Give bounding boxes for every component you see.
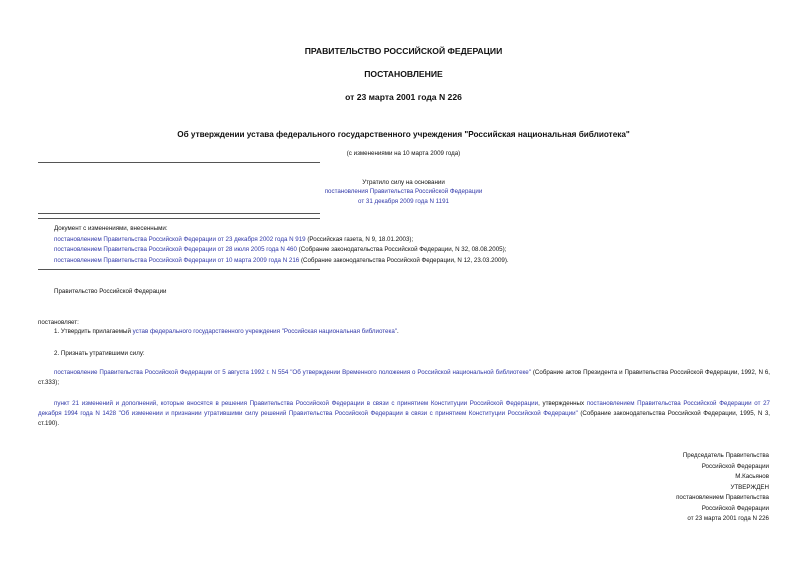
document-type-heading: ПОСТАНОВЛЕНИЕ [364,69,443,79]
repealed-paragraph-2-source: (Собрание законодательства Российской Федерации, 1995, N 3, ст.190). [38,410,770,427]
signature-line: М.Касьянов [735,473,769,480]
amendment-link[interactable]: постановлением Правительства Российской Федерации от 10 марта 2009 года N 216 [54,257,300,264]
amendment-item [54,245,506,255]
item-1-suffix: . [396,328,399,335]
repealed-paragraph-1-source: (Собрание актов Президента и Правительства Российской Федерации, 1992, N 6, ст.333); [38,369,770,386]
item-2: 2. Признать утратившими силу: [54,350,145,357]
amendment-source: (Российская газета, N 9, 18.01.2003); [305,236,414,243]
revision-note: (с изменениями на 10 марта 2009 года) [346,150,461,157]
signature-line: Российской Федерации [701,504,769,512]
repealed-paragraph-1 [38,368,770,388]
divider [38,213,320,214]
item-1 [54,327,399,337]
repealed-paragraph-2-mid: , утвержденных [538,400,587,407]
signature-line: УТВЕРЖДЕН [730,483,769,491]
signature-line: Российской Федерации [701,462,769,470]
repealed-decree-1428-link[interactable]: постановлением Правительства Российской Федерации от 27 декабря 1994 года N 1428 "Об изменении и признании утратившими силу решений Правительства Российской Федерации в связи с принятием Конституции Российской Федерации" [38,400,770,417]
repealed-point-21-link[interactable]: пункт 21 изменений и дополнений, которые вносятся в решения Правительства Российской Федерации в связи с принятием Конституции Российской Федерации [54,400,539,407]
amendment-item [54,256,509,266]
signature-line: от 23 марта 2001 года N 226 [687,515,769,522]
government-line: Правительство Российской Федерации [54,288,167,295]
amendment-link[interactable]: постановлением Правительства Российской Федерации от 28 июля 2005 года N 460 [54,246,297,253]
item-1-prefix: 1. Утвердить прилагаемый [54,328,133,335]
amendment-item [54,235,413,245]
divider [38,218,320,219]
divider [38,162,320,163]
invalidating-decree-date-link[interactable]: от 31 декабря 2009 года N 1191 [358,198,449,205]
amendment-link[interactable]: постановлением Правительства Российской Федерации от 23 декабря 2002 года N 919 [54,236,306,243]
invalid-note: Утратило силу на основании [362,179,445,186]
repealed-paragraph-2 [38,399,770,429]
document-date-number: от 23 марта 2001 года N 226 [345,92,462,102]
government-heading: ПРАВИТЕЛЬСТВО РОССИЙСКОЙ ФЕДЕРАЦИИ [304,46,503,56]
decides-line: постановляет: [38,319,79,326]
charter-link[interactable]: устав федерального государственного учреждения "Российская национальная библиотека" [132,328,397,335]
amendments-intro: Документ с изменениями, внесенными: [54,225,168,232]
document-title: Об утверждении устава федерального государственного учреждения "Российская национальная библиотека" [177,130,630,139]
invalidating-decree-link[interactable]: постановления Правительства Российской Федерации [324,188,483,195]
divider [38,269,320,270]
signature-line: постановлением Правительства [676,494,769,501]
amendment-source: (Собрание законодательства Российской Федерации, N 12, 23.03.2009). [299,257,509,264]
amendment-source: (Собрание законодательства Российской Федерации, N 32, 08.08.2005); [296,246,507,253]
signature-block [676,451,769,525]
repealed-decree-554-link[interactable]: постановление Правительства Российской Федерации от 5 августа 1992 г. N 554 "Об утверждении Временного положения о Российской национальной библиотеке" [54,369,531,376]
signature-line: Председатель Правительства [682,452,769,459]
